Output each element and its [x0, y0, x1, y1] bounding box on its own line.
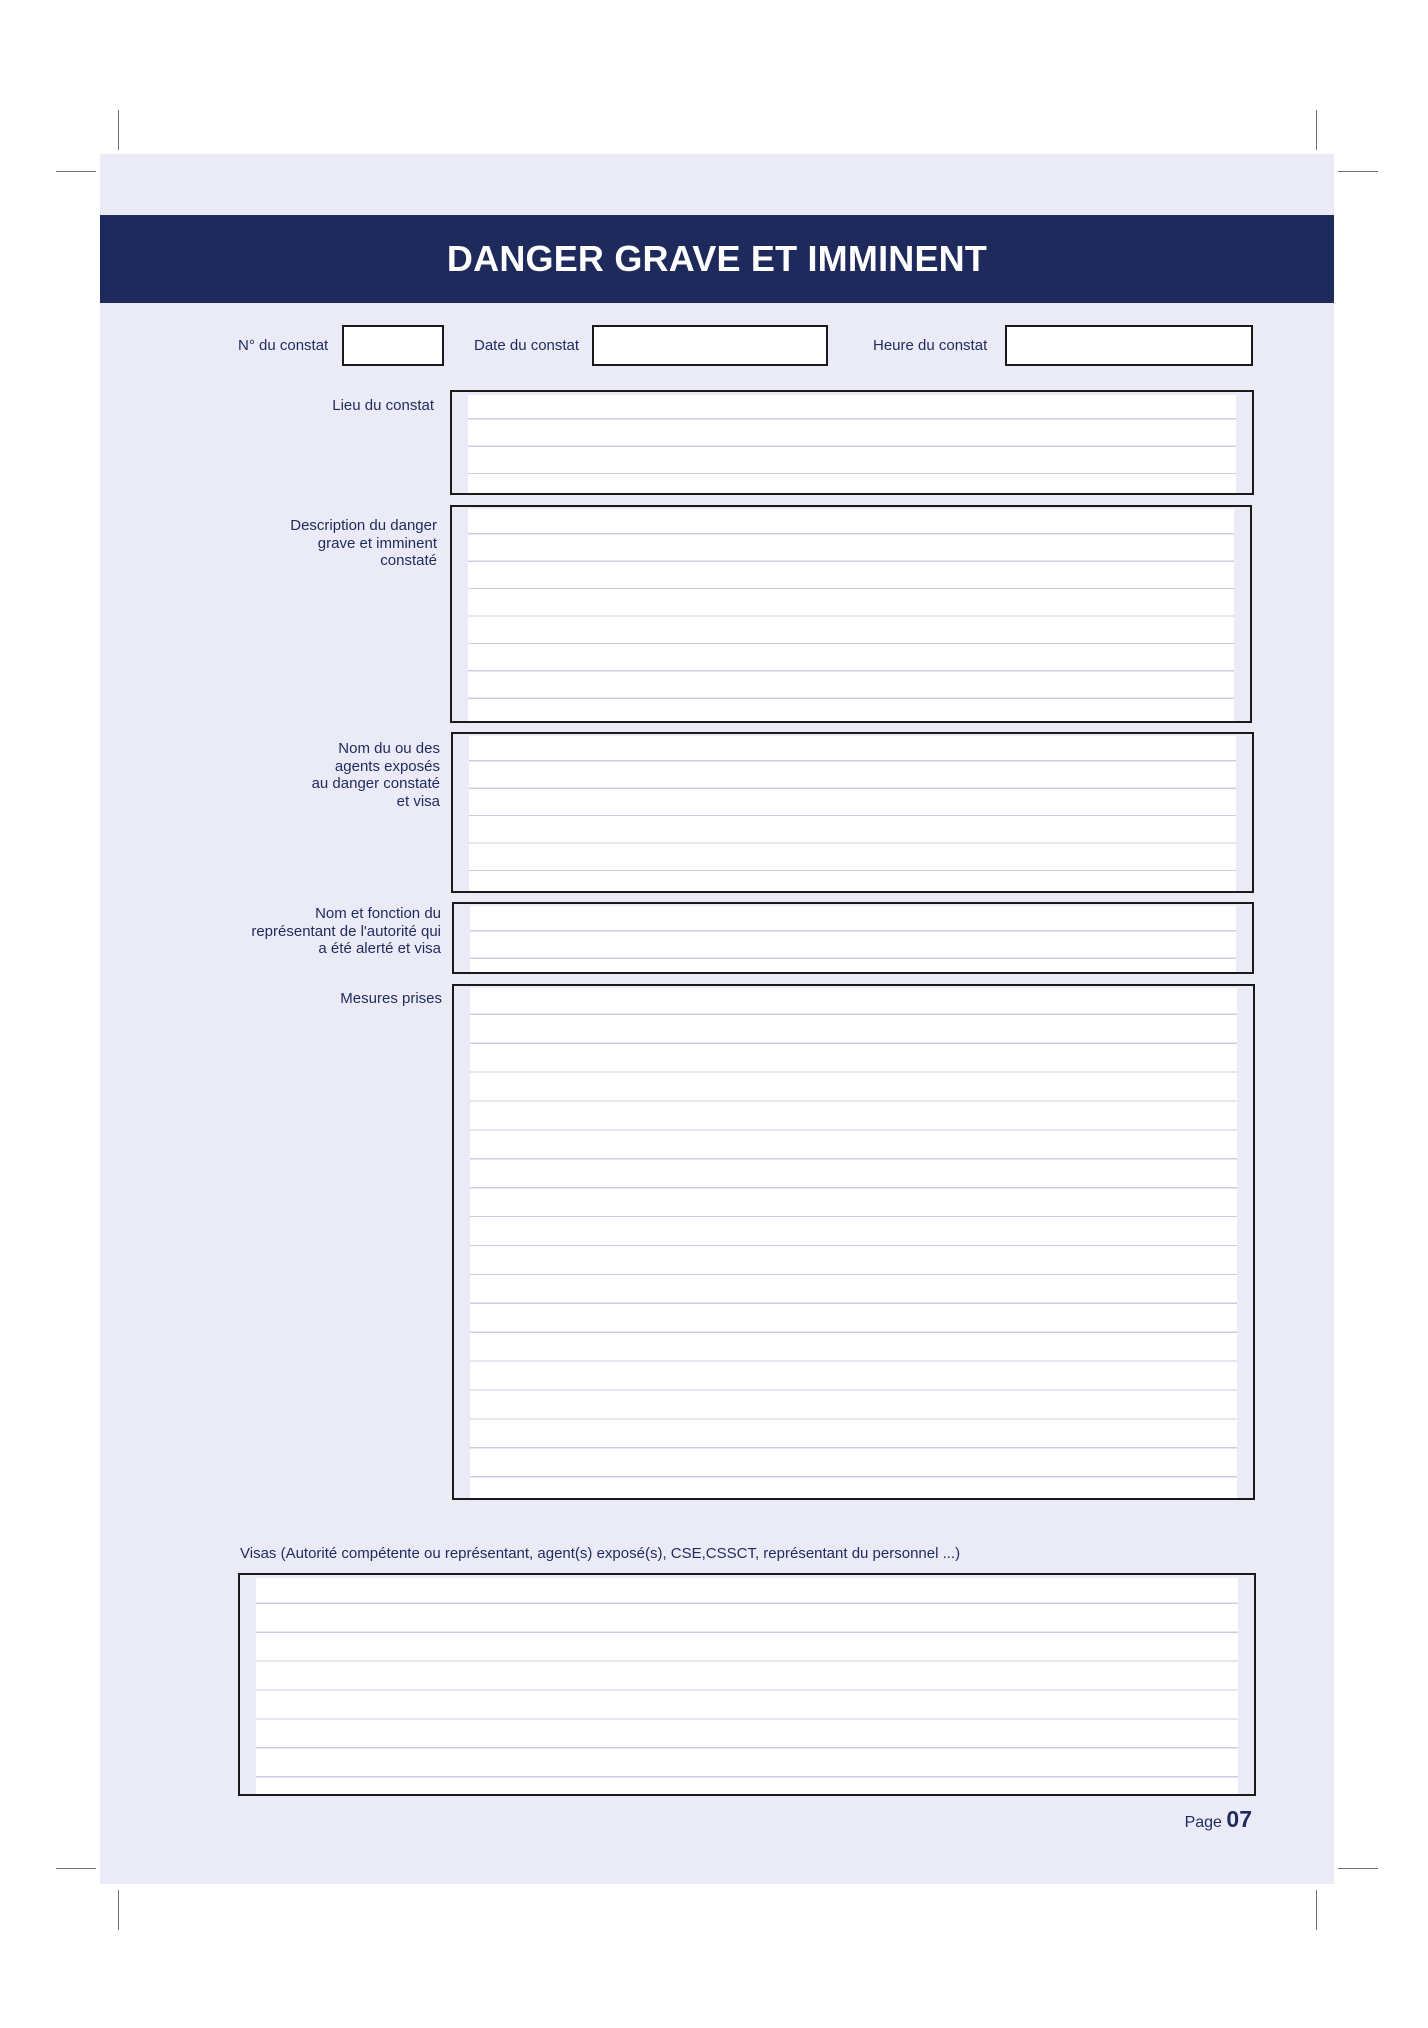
agents-label-line: Nom du ou des	[338, 740, 440, 757]
representant-label-line: a été alerté et visa	[318, 940, 441, 957]
crop-mark	[1338, 171, 1378, 172]
crop-mark	[118, 110, 119, 150]
description-label-line: constaté	[380, 552, 437, 569]
visas-field[interactable]	[238, 1573, 1256, 1796]
page-prefix: Page	[1184, 1814, 1222, 1831]
representant-label	[200, 905, 441, 958]
agents-label	[220, 740, 440, 810]
numero-label: N° du constat	[238, 337, 329, 354]
representant-label-line: Nom et fonction du	[315, 905, 441, 922]
crop-mark	[56, 1868, 96, 1869]
agents-label-line: agents exposés	[334, 757, 440, 775]
description-label	[220, 517, 437, 570]
numero-field[interactable]	[342, 325, 444, 366]
heure-label: Heure du constat	[873, 337, 988, 354]
crop-mark	[1316, 110, 1317, 150]
page-title: DANGER GRAVE ET IMMINENT	[100, 215, 1334, 303]
date-label: Date du constat	[474, 337, 580, 354]
heure-field[interactable]	[1005, 325, 1253, 366]
crop-mark	[118, 1890, 119, 1930]
visas-label: Visas (Autorité compétente ou représentant, agent(s) exposé(s), CSE,CSSCT, représentant du personnel ...)	[240, 1545, 961, 1562]
description-label-line: Description du danger	[290, 517, 437, 534]
description-field[interactable]	[450, 505, 1252, 723]
lieu-label: Lieu du constat	[332, 397, 434, 414]
date-field[interactable]	[592, 325, 828, 366]
crop-mark	[1316, 1890, 1317, 1930]
agents-field[interactable]	[451, 732, 1254, 893]
representant-field[interactable]	[452, 902, 1254, 974]
description-label-line: grave et imminent	[317, 534, 437, 552]
representant-label-line: représentant de l'autorité qui	[251, 922, 441, 940]
crop-mark	[1338, 1868, 1378, 1869]
agents-label-line: au danger constaté	[311, 775, 440, 792]
crop-mark	[56, 171, 96, 172]
page-number-value: 07	[1226, 1806, 1252, 1832]
mesures-field[interactable]	[452, 984, 1255, 1500]
lieu-field[interactable]	[450, 390, 1254, 495]
agents-label-line: et visa	[396, 792, 440, 810]
mesures-label: Mesures prises	[340, 990, 442, 1007]
page-number	[1185, 1806, 1252, 1833]
